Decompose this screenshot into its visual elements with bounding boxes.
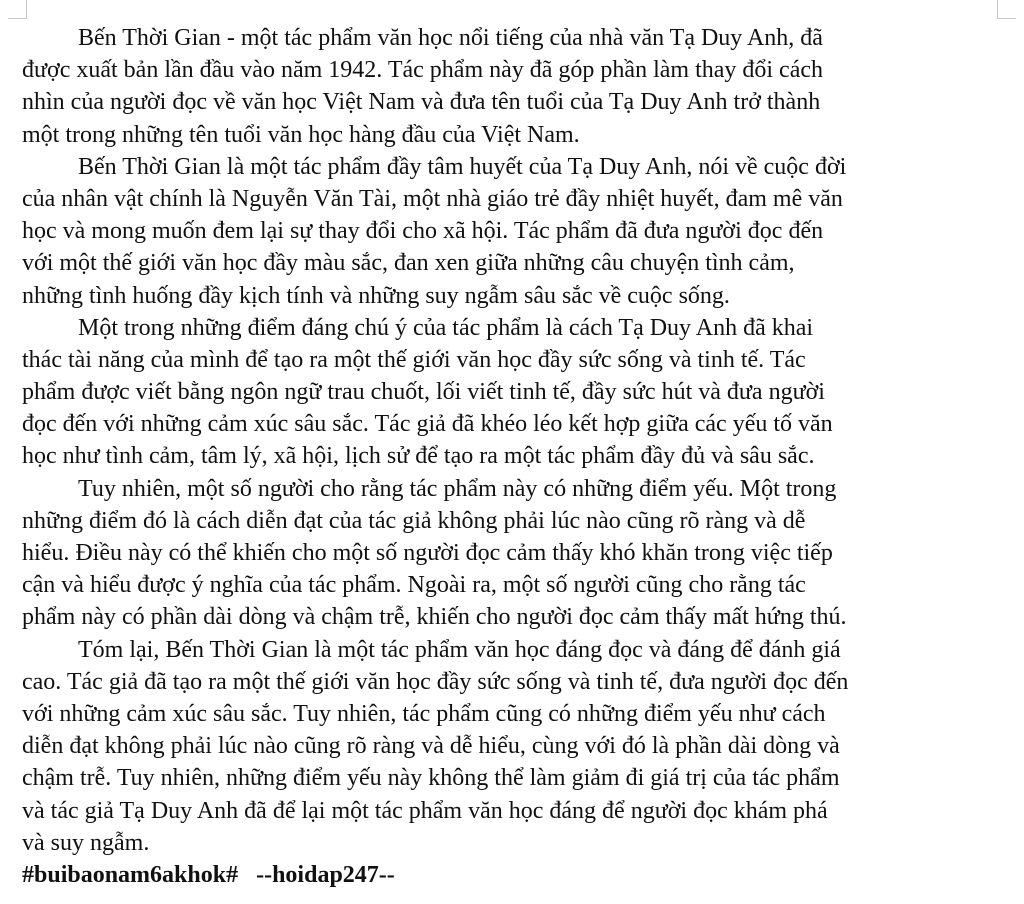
margin-corner-mark-right	[997, 0, 1016, 19]
paragraph-4-line-1: Tuy nhiên, một số người cho rằng tác phẩm này có những điểm yếu. Một trong	[78, 475, 837, 502]
paragraph-5-line-4: diễn đạt không phải lúc nào cũng rõ ràng và dễ hiểu, cùng với đó là phần dài dòng và	[22, 733, 840, 760]
paragraph-3-line-4: đọc đến với những cảm xúc sâu sắc. Tác giả đã khéo léo kết hợp giữa các yếu tố văn	[22, 411, 833, 438]
paragraph-5-line-5: chậm trễ. Tuy nhiên, những điểm yếu này không thể làm giảm đi giá trị của tác phẩm	[22, 765, 840, 792]
paragraph-3-line-5: học như tình cảm, tâm lý, xã hội, lịch sử để tạo ra một tác phẩm đầy đủ và sâu sắc.	[22, 443, 815, 470]
paragraph-5-line-3: với những cảm xúc sâu sắc. Tuy nhiên, tác phẩm cũng có những điểm yếu như cách	[22, 700, 826, 727]
paragraph-1-line-2: được xuất bản lần đầu vào năm 1942. Tác phẩm này đã góp phần làm thay đổi cách	[22, 57, 824, 84]
paragraph-1-line-3: nhìn của người đọc về văn học Việt Nam và đưa tên tuổi của Tạ Duy Anh trở thành	[22, 89, 821, 116]
paragraph-2-line-5: những tình huống đầy kịch tính và những suy ngẫm sâu sắc về cuộc sống.	[22, 282, 730, 309]
paragraph-4-line-5: phẩm này có phần dài dòng và chậm trễ, khiến cho người đọc cảm thấy mất hứng thú.	[22, 604, 847, 631]
paragraph-3-line-3: phẩm được viết bằng ngôn ngữ trau chuốt, lối viết tinh tế, đầy sức hút và đưa người	[22, 379, 825, 406]
paragraph-2-line-3: học và mong muốn đem lại sự thay đổi cho xã hội. Tác phẩm đã đưa người đọc đến	[22, 218, 824, 245]
document-body	[22, 22, 997, 891]
paragraph-1-line-4: một trong những tên tuổi văn học hàng đầu của Việt Nam.	[22, 121, 580, 148]
paragraph-3-line-2: thác tài năng của mình để tạo ra một thế giới văn học đầy sức sống và tinh tế. Tác	[22, 346, 806, 373]
paragraph-4-line-2: những điểm đó là cách diễn đạt của tác giả không phải lúc nào cũng rõ ràng và dễ	[22, 507, 806, 534]
author-signature: #buibaonam6akhok# --hoidap247--	[22, 861, 395, 888]
paragraph-5-line-6: và tác giả Tạ Duy Anh đã để lại một tác phẩm văn học đáng để người đọc khám phá	[22, 797, 828, 824]
paragraph-5-line-1: Tóm lại, Bến Thời Gian là một tác phẩm văn học đáng đọc và đáng để đánh giá	[78, 636, 841, 663]
paragraph-4-line-3: hiểu. Điều này có thể khiến cho một số người đọc cảm thấy khó khăn trong việc tiếp	[22, 540, 833, 566]
margin-corner-mark-left	[8, 0, 27, 19]
paragraph-5-line-2: cao. Tác giả đã tạo ra một thế giới văn học đầy sức sống và tinh tế, đưa người đọc đến	[22, 668, 849, 695]
paragraph-2-line-2: của nhân vật chính là Nguyễn Văn Tài, một nhà giáo trẻ đầy nhiệt huyết, đam mê văn	[22, 185, 843, 212]
paragraph-2-line-4: với một thế giới văn học đầy màu sắc, đan xen giữa những câu chuyện tình cảm,	[22, 250, 795, 277]
paragraph-3-line-1: Một trong những điểm đáng chú ý của tác phẩm là cách Tạ Duy Anh đã khai	[78, 314, 814, 341]
paragraph-2-line-1: Bến Thời Gian là một tác phẩm đầy tâm huyết của Tạ Duy Anh, nói về cuộc đời	[78, 153, 847, 180]
paragraph-5-line-7: và suy ngẫm.	[22, 829, 150, 856]
paragraph-1-line-1: Bến Thời Gian - một tác phẩm văn học nổi tiếng của nhà văn Tạ Duy Anh, đã	[78, 25, 823, 51]
paragraph-4-line-4: cận và hiểu được ý nghĩa của tác phẩm. Ngoài ra, một số người cũng cho rằng tác	[22, 572, 806, 599]
